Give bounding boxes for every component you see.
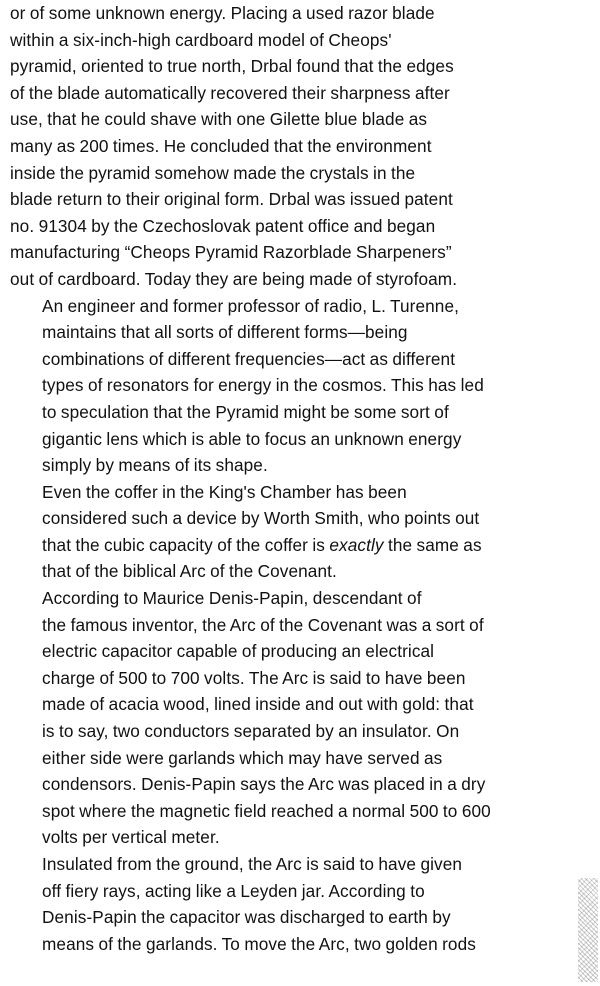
- paragraph-insulated: [10, 851, 588, 957]
- text-line: manufacturing “Cheops Pyramid Razorblade Sharpeners”: [10, 242, 452, 263]
- scan-noise: [578, 878, 598, 982]
- text-line: is to say, two conductors separated by an insulator. On: [42, 721, 460, 742]
- text-line: inside the pyramid somehow made the crystals in the: [10, 162, 416, 183]
- text-line: Denis-Papin the capacitor was discharged to earth by: [42, 907, 451, 928]
- text-line: electric capacitor capable of producing an electrical: [42, 641, 435, 662]
- text-line: to speculation that the Pyramid might be some sort of: [42, 401, 449, 422]
- text-line: blade return to their original form. Drbal was issued patent: [10, 189, 453, 210]
- text-line: considered such a device by Worth Smith, who points out: [42, 508, 480, 529]
- text-line: An engineer and former professor of radio, L. Turenne,: [42, 295, 460, 316]
- text-line: off fiery rays, acting like a Leyden jar. According to: [42, 880, 425, 901]
- text-line: pyramid, oriented to true north, Drbal found that the edges: [10, 56, 454, 77]
- text-line: that the cubic capacity of the coffer is exactly the same as: [42, 534, 482, 555]
- emphasis-exactly: exactly: [329, 534, 384, 555]
- text-line: simply by means of its shape.: [42, 455, 268, 476]
- text-line: Insulated from the ground, the Arc is said to have given: [42, 854, 463, 874]
- text-line: gigantic lens which is able to focus an unknown energy: [42, 428, 462, 449]
- text-line: within a six-inch-high cardboard model of Cheops': [10, 29, 392, 50]
- text-line: combinations of different frequencies—act as different: [42, 348, 456, 369]
- text-line: either side were garlands which may have served as: [42, 747, 443, 768]
- text-line: According to Maurice Denis-Papin, descendant of: [42, 588, 422, 609]
- text-line: no. 91304 by the Czechoslovak patent office and began: [10, 215, 436, 236]
- paragraph-denis-papin: [10, 585, 588, 851]
- text-line: maintains that all sorts of different forms—being: [42, 322, 408, 343]
- text-line: of the blade automatically recovered their sharpness after: [10, 82, 450, 103]
- text-line: condensors. Denis-Papin says the Arc was placed in a dry: [42, 774, 486, 795]
- text-line: or of some unknown energy. Placing a used razor blade: [10, 3, 435, 23]
- document-page: [10, 0, 588, 957]
- text-line: that of the biblical Arc of the Covenant.: [42, 561, 337, 582]
- text-line: Even the coffer in the King's Chamber has been: [42, 481, 407, 502]
- text-line: out of cardboard. Today they are being made of styrofoam.: [10, 268, 458, 289]
- text-line: made of acacia wood, lined inside and out with gold: that: [42, 694, 474, 715]
- text-line: types of resonators for energy in the cosmos. This has led: [42, 375, 484, 396]
- paragraph-turenne: [10, 293, 588, 479]
- text-line: volts per vertical meter.: [42, 827, 220, 848]
- text-line: the famous inventor, the Arc of the Covenant was a sort of: [42, 614, 484, 635]
- text-line: many as 200 times. He concluded that the environment: [10, 135, 432, 156]
- text-line: spot where the magnetic field reached a normal 500 to 600: [42, 800, 491, 821]
- text-line: means of the garlands. To move the Arc, two golden rods: [42, 933, 476, 954]
- paragraph-coffer: [10, 479, 588, 585]
- text-line: use, that he could shave with one Gilette blue blade as: [10, 109, 428, 130]
- text-line: charge of 500 to 700 volts. The Arc is said to have been: [42, 667, 466, 688]
- paragraph-drbal: [10, 0, 588, 293]
